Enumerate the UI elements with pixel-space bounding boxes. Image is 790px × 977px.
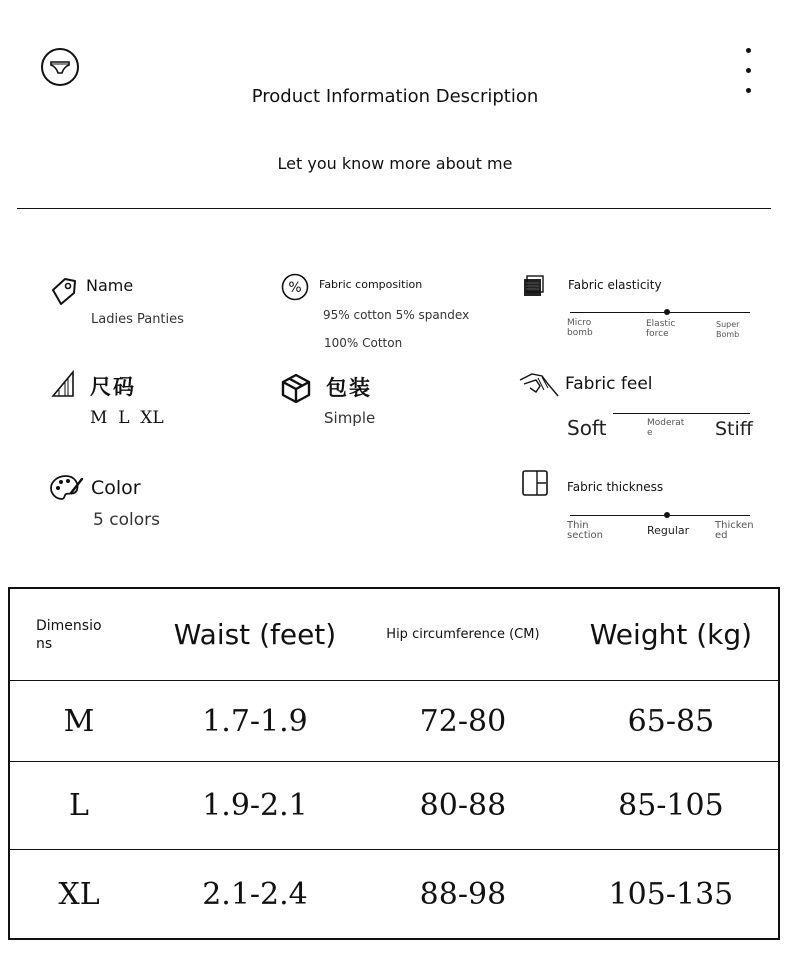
table-row: [9, 762, 779, 850]
fabric-composition-label: Fabric composition: [319, 278, 423, 291]
elasticity-tick-high: Super Bomb: [716, 320, 740, 339]
hip-cell: 80-88: [362, 762, 564, 850]
table-row: [9, 681, 779, 762]
composition-value-2: 100% Cotton: [324, 336, 403, 350]
table-header-row: [9, 588, 779, 681]
fabric-swatch-icon: [521, 274, 545, 298]
svg-text:%: %: [288, 280, 302, 296]
ruler-icon: [51, 370, 75, 398]
composition-value-1: 95% cotton 5% spandex: [323, 308, 470, 322]
size-cell: L: [9, 762, 148, 850]
thickness-scale: [570, 515, 750, 516]
tag-icon: [49, 276, 79, 308]
color-label: Color: [91, 477, 141, 499]
feel-middle: Moderat e: [647, 418, 685, 438]
thickness-tick-mid: Regular: [647, 524, 690, 537]
header-dimensions: Dimensio ns: [9, 588, 148, 681]
weight-cell: 105-135: [608, 876, 734, 912]
waist-cell: 1.7-1.9: [148, 681, 362, 762]
feel-scale: [613, 413, 750, 414]
header-hip: Hip circumference (CM): [362, 588, 564, 681]
fabric-elasticity-label: Fabric elasticity: [568, 278, 662, 292]
box-icon: [280, 372, 312, 404]
elasticity-tick-low: Micro bomb: [567, 318, 593, 338]
thickness-marker: [664, 512, 670, 518]
fabric-feel-label: Fabric feel: [565, 374, 653, 394]
package-value: Simple: [324, 409, 376, 427]
hand-icon: [518, 370, 560, 400]
divider: [17, 208, 771, 209]
package-label: 包装: [326, 376, 372, 400]
thickness-tick-high: Thicken ed: [715, 520, 754, 541]
color-value: 5 colors: [93, 510, 160, 530]
elasticity-marker: [664, 309, 670, 315]
feel-right: Stiff: [715, 418, 753, 440]
waist-cell: 2.1-2.4: [202, 876, 308, 912]
size-cell: XL: [58, 876, 100, 912]
thickness-icon: [522, 469, 552, 497]
header-weight: Weight (kg): [564, 588, 779, 681]
size-label: 尺码: [90, 375, 136, 399]
page-subtitle: Let you know more about me: [277, 154, 513, 173]
percent-icon: [281, 273, 309, 301]
size-value: M L XL: [90, 408, 164, 428]
size-table: [8, 587, 780, 940]
header-waist: Waist (feet): [148, 588, 362, 681]
size-cell: M: [9, 681, 148, 762]
palette-icon: [49, 473, 83, 503]
underwear-logo-icon: [41, 48, 79, 86]
hip-cell: 72-80: [362, 681, 564, 762]
weight-cell: 65-85: [564, 681, 779, 762]
page-title: Product Information Description: [251, 86, 539, 107]
feel-left: Soft: [567, 416, 607, 440]
hip-cell: 88-98: [419, 876, 507, 912]
name-value: Ladies Panties: [91, 312, 184, 327]
name-label: Name: [86, 276, 134, 295]
fabric-thickness-label: Fabric thickness: [567, 480, 664, 494]
elasticity-scale: [570, 312, 750, 313]
waist-cell: 1.9-2.1: [148, 762, 362, 850]
thickness-tick-low: Thin section: [567, 520, 604, 541]
elasticity-tick-mid: Elastic force: [646, 319, 676, 339]
table-row: [9, 850, 779, 940]
weight-cell: 85-105: [564, 762, 779, 850]
